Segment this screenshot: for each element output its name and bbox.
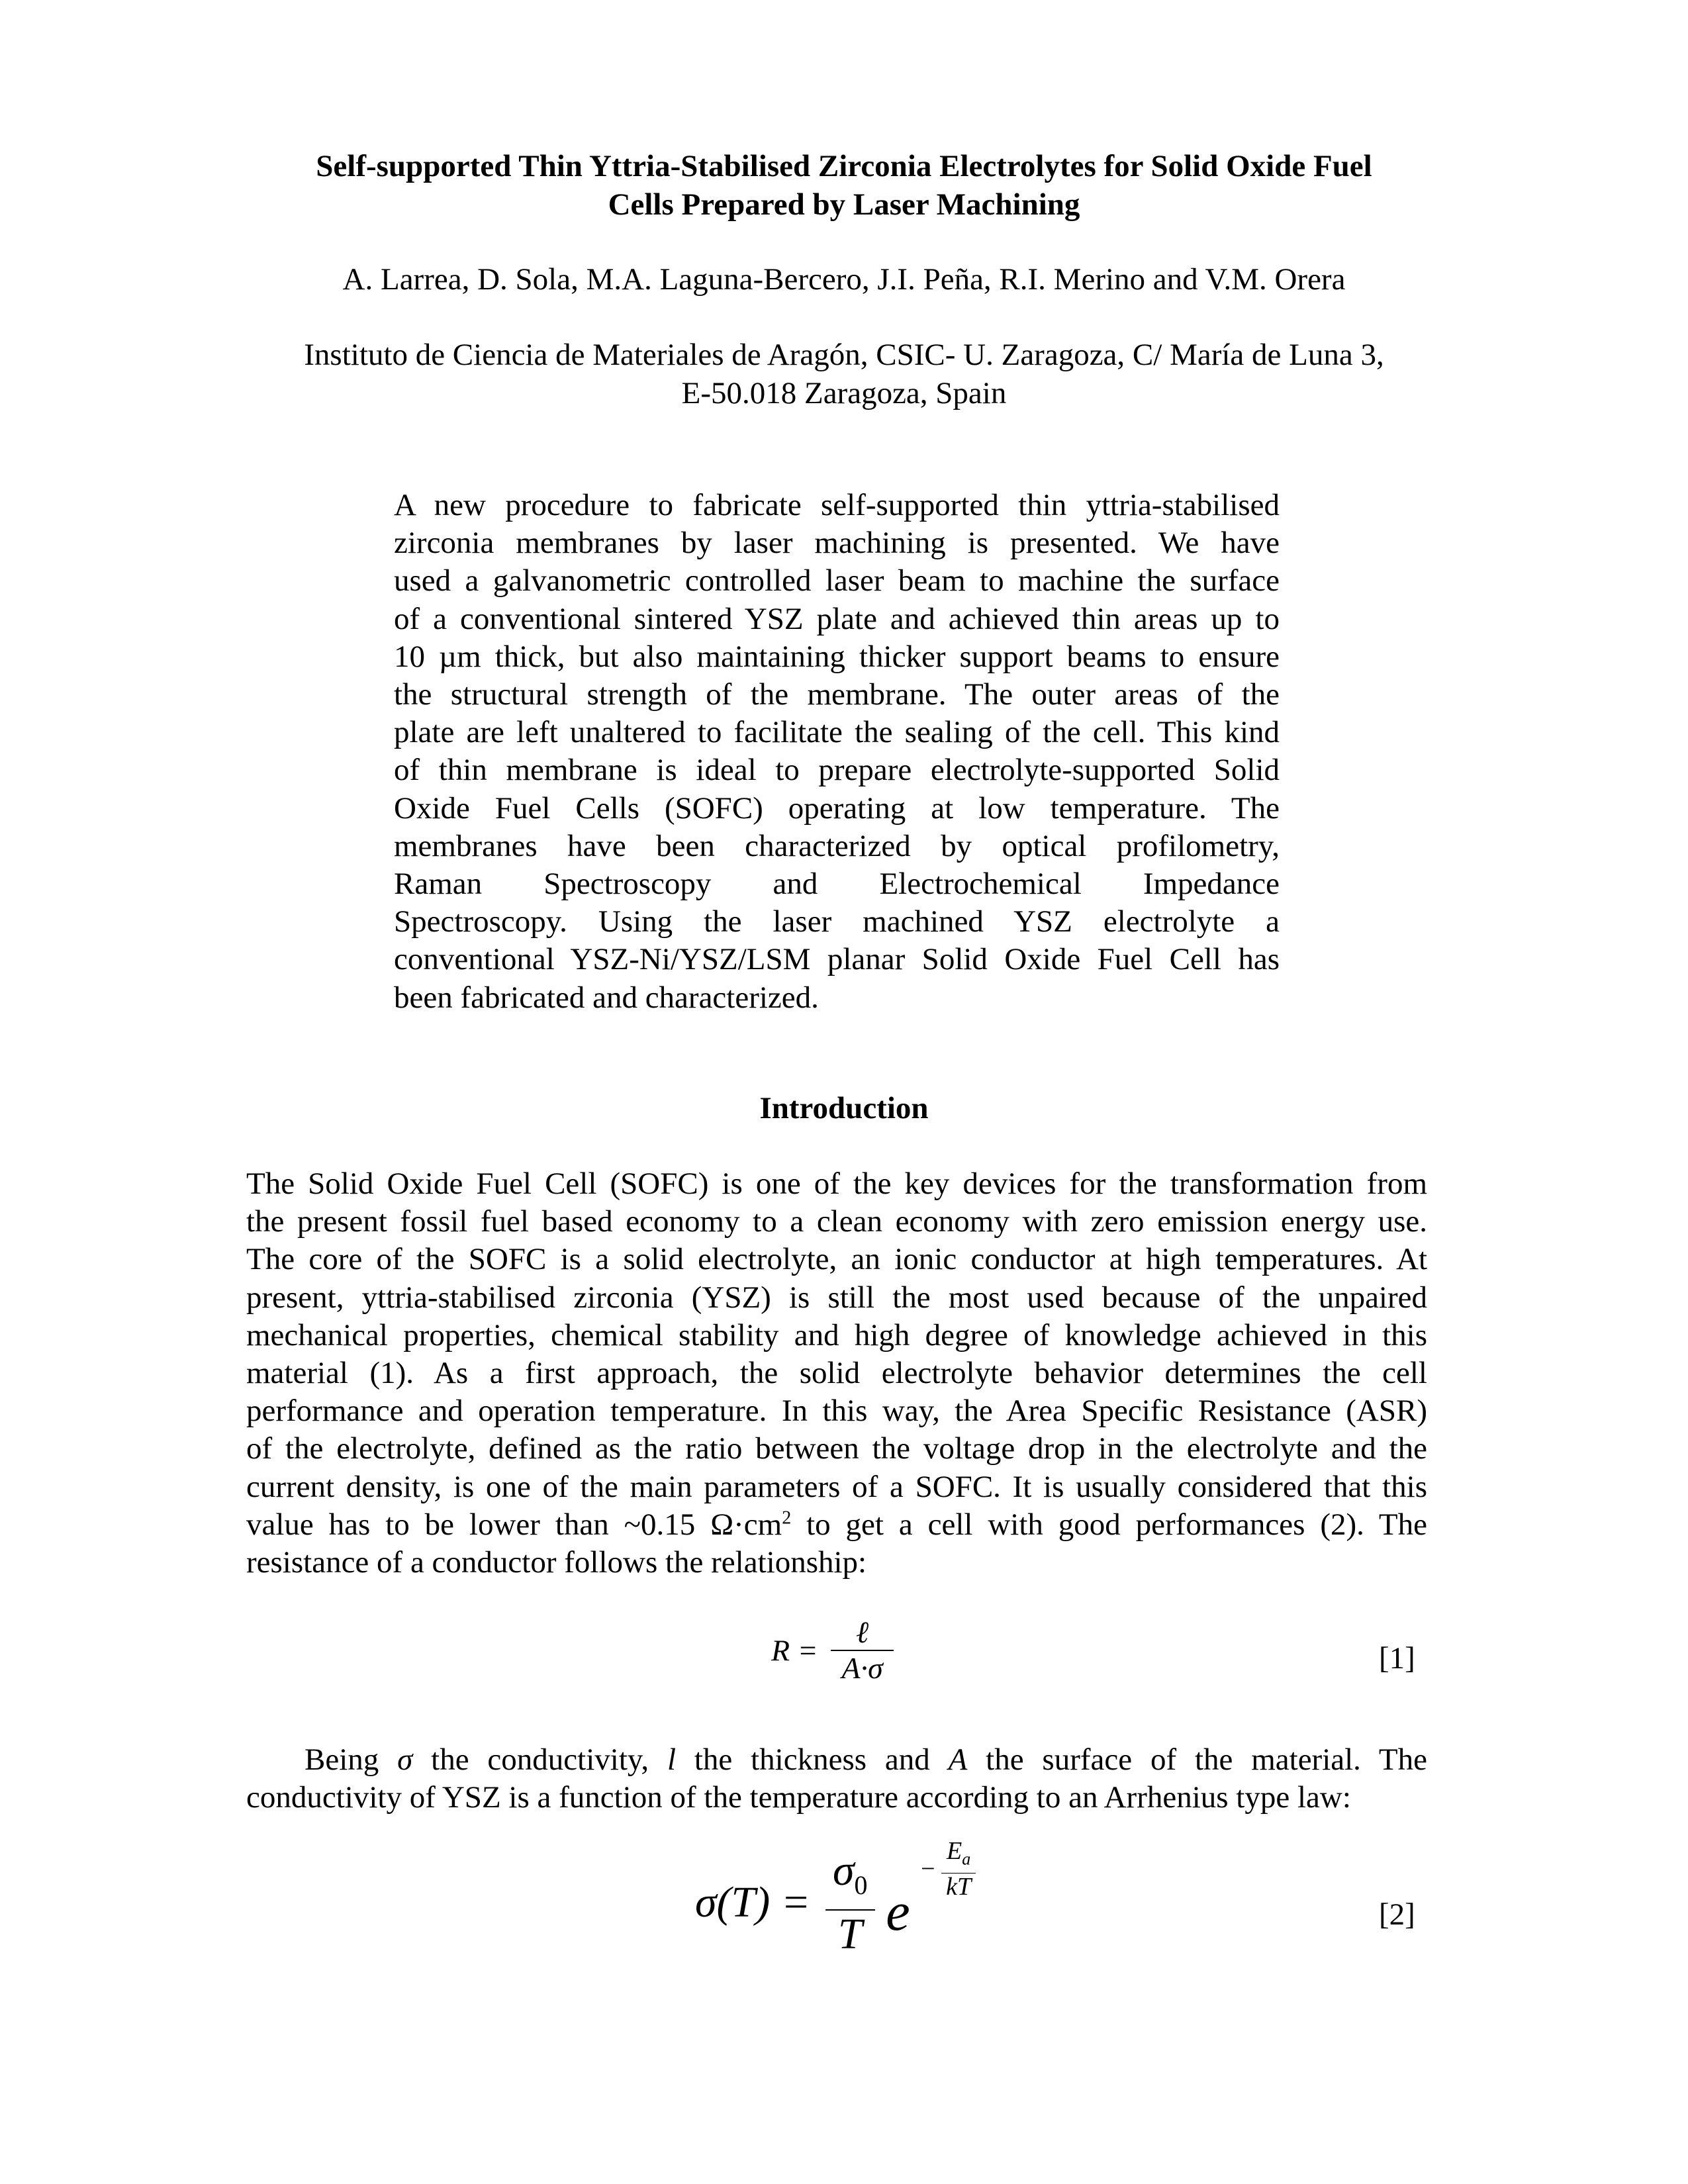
abstract-line: zirconia membranes by laser machining is presented. We have bbox=[394, 526, 1280, 561]
minus-sign: − bbox=[921, 1854, 935, 1883]
exponent-numerator bbox=[941, 1838, 976, 1873]
equation-1-lhs: R = bbox=[771, 1633, 818, 1668]
body-line: present, yttria-stabilised zirconia (YSZ) is still the most used because of the unpaired bbox=[246, 1280, 1427, 1315]
body-line: performance and operation temperature. In this way, the Area Specific Resistance (ASR) bbox=[246, 1394, 1427, 1429]
paper-title bbox=[0, 147, 1688, 224]
e-symbol: E bbox=[946, 1837, 962, 1865]
body-line: current density, is one of the main parameters of a SOFC. It is usually considered that this bbox=[246, 1469, 1427, 1504]
abstract-line: of a conventional sintered YSZ plate and achieved thin areas up to bbox=[394, 601, 1280, 636]
abstract-line: plate are left unaltered to facilitate the sealing of the cell. This kind bbox=[394, 715, 1280, 750]
introduction-paragraph bbox=[246, 1165, 1427, 1582]
affiliation bbox=[0, 336, 1688, 412]
title-line-2: Cells Prepared by Laser Machining bbox=[608, 187, 1080, 222]
abstract-line: 10 µm thick, but also maintaining thicker support beams to ensure bbox=[394, 639, 1280, 674]
section-heading-introduction: Introduction bbox=[759, 1091, 929, 1125]
exponential-base: e bbox=[886, 1881, 910, 1942]
body-text: to get a cell with good performances (2). The bbox=[791, 1507, 1427, 1542]
equation-2-fraction bbox=[825, 1847, 875, 1958]
superscript: 2 bbox=[782, 1507, 792, 1529]
body-line: material (1). As a first approach, the solid electrolyte behavior determines the cell bbox=[246, 1356, 1427, 1391]
body-text: the thickness and bbox=[676, 1742, 949, 1777]
equation-1-number: [1] bbox=[1379, 1641, 1415, 1676]
title-line-1: Self-supported Thin Yttria-Stabilised Zirconia Electrolytes for Solid Oxide Fuel bbox=[316, 149, 1372, 183]
body-line: the present fossil fuel based economy to a clean economy with zero emission energy use. bbox=[246, 1204, 1427, 1239]
equation-2-denominator: T bbox=[837, 1910, 863, 1959]
abstract-line: of thin membrane is ideal to prepare electrolyte-supported Solid bbox=[394, 753, 1280, 788]
body-text: the surface of the material. The bbox=[967, 1742, 1427, 1777]
abstract-line: A new procedure to fabricate self-supported thin yttria-stabilised bbox=[394, 488, 1280, 522]
body-line: mechanical properties, chemical stability and high degree of knowledge achieved in this bbox=[246, 1317, 1427, 1353]
equation-1-fraction bbox=[831, 1615, 894, 1685]
exponent bbox=[921, 1838, 976, 1900]
abstract-line: used a galvanometric controlled laser beam to machine the surface bbox=[394, 563, 1280, 598]
affiliation-line-1: Instituto de Ciencia de Materiales de Aragón, CSIC- U. Zaragoza, C/ María de Luna 3, bbox=[304, 338, 1384, 372]
body-text: the conductivity, bbox=[412, 1742, 667, 1777]
author-list: A. Larrea, D. Sola, M.A. Laguna-Bercero, J.I. Peña, R.I. Merino and V.M. Orera bbox=[342, 262, 1346, 297]
affiliation-line-2: E-50.018 Zaragoza, Spain bbox=[681, 376, 1007, 410]
exponent-denominator: kT bbox=[946, 1872, 972, 1901]
abstract-line: the structural strength of the membrane. The outer areas of the bbox=[394, 677, 1280, 712]
body-line: conductivity of YSZ is a function of the temperature according to an Arrhenius type law: bbox=[246, 1780, 1351, 1815]
being-paragraph bbox=[246, 1741, 1427, 1817]
body-line: of the electrolyte, defined as the ratio between the voltage drop in the electrolyte and the bbox=[246, 1431, 1427, 1466]
abstract-line: been fabricated and characterized. bbox=[394, 980, 819, 1015]
sigma-symbol: σ bbox=[832, 1846, 855, 1895]
abstract-line: Spectroscopy. Using the laser machined YSZ electrolyte a bbox=[394, 904, 1280, 939]
equation-2-number: [2] bbox=[1379, 1897, 1415, 1932]
asr-value-text: value has to be lower than ~0.15 Ω·cm bbox=[246, 1507, 782, 1542]
body-line: resistance of a conductor follows the relationship: bbox=[246, 1545, 867, 1580]
equation-1 bbox=[771, 1615, 894, 1685]
body-text: Being bbox=[305, 1742, 398, 1777]
equation-1-denominator: A·σ bbox=[841, 1651, 883, 1685]
abstract-line: conventional YSZ-Ni/YSZ/LSM planar Solid Oxide Fuel Cell has bbox=[394, 942, 1280, 977]
body-line bbox=[246, 1506, 1427, 1544]
subscript: 0 bbox=[854, 1870, 868, 1901]
equation-2-lhs: σ(T) = bbox=[695, 1878, 811, 1927]
equation-2 bbox=[695, 1837, 976, 1959]
equation-1-numerator: ℓ bbox=[856, 1615, 869, 1649]
abstract-line: membranes have been characterized by optical profilometry, bbox=[394, 828, 1280, 863]
body-line: The core of the SOFC is a solid electrolyte, an ionic conductor at high temperatures. At bbox=[246, 1242, 1427, 1277]
l-symbol: l bbox=[667, 1742, 676, 1777]
sigma-symbol: σ bbox=[397, 1742, 413, 1777]
body-line: The Solid Oxide Fuel Cell (SOFC) is one of the key devices for the transformation from bbox=[246, 1166, 1427, 1201]
equation-2-numerator bbox=[825, 1847, 875, 1909]
abstract-line: Oxide Fuel Cells (SOFC) operating at low temperature. The bbox=[394, 790, 1280, 826]
subscript: a bbox=[962, 1849, 971, 1869]
abstract-line: Raman Spectroscopy and Electrochemical Impedance bbox=[394, 867, 1280, 902]
body-line bbox=[246, 1741, 1427, 1779]
exponent-fraction bbox=[941, 1838, 976, 1900]
abstract bbox=[394, 487, 1280, 1017]
a-symbol: A bbox=[948, 1742, 968, 1777]
